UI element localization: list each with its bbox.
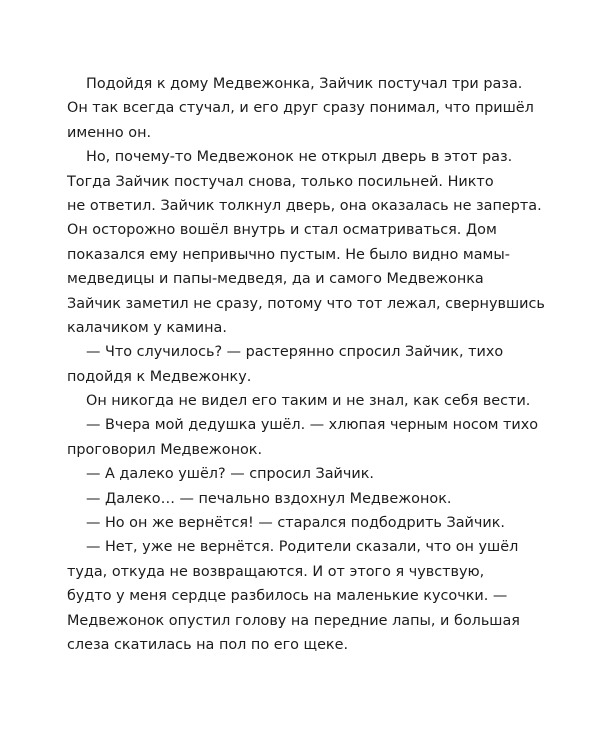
- text-line: именно он.: [67, 124, 152, 141]
- text-line: — Что случилось? — растерянно спросил Зайчик, тихо: [86, 344, 504, 361]
- text-line: калачиком у камина.: [67, 319, 227, 336]
- text-line: Тогда Зайчик постучал снова, только посильней. Никто: [67, 173, 494, 190]
- text-line: — Но он же вернётся! — старался подбодрить Зайчик.: [86, 515, 505, 532]
- text-line: показался ему непривычно пустым. Не было видно мамы-: [67, 246, 510, 263]
- text-line: Медвежонок опустил голову на передние лапы, и большая: [67, 612, 520, 629]
- text-line: Зайчик заметил не сразу, потому что тот лежал, свернувшись: [67, 295, 545, 312]
- text-line: будто у меня сердце разбилось на маленькие кусочки. —: [67, 588, 508, 605]
- text-line: Подойдя к дому Медвежонка, Зайчик постучал три раза.: [86, 76, 523, 92]
- text-line: не ответил. Зайчик толкнул дверь, она оказалась не заперта.: [67, 197, 542, 214]
- text-line: — Нет, уже не вернётся. Родители сказали, что он ушёл: [86, 539, 519, 556]
- text-line: — Вчера мой дедушка ушёл. — хлюпая черным носом тихо: [86, 417, 539, 434]
- text-line: туда, откуда не возвращаются. И от этого я чувствую,: [67, 563, 485, 580]
- text-line: — А далеко ушёл? — спросил Зайчик.: [86, 466, 375, 483]
- story-text: [67, 72, 567, 657]
- text-line: Но, почему-то Медвежонок не открыл дверь в этот раз.: [86, 149, 513, 166]
- text-line: слеза скатилась на пол по его щеке.: [67, 636, 349, 653]
- text-line: проговорил Медвежонок.: [67, 441, 263, 458]
- text-line: Он осторожно вошёл внутрь и стал осматриваться. Дом: [67, 222, 497, 239]
- text-line: Он никогда не видел его таким и не знал, как себя вести.: [86, 393, 531, 410]
- text-line: подойдя к Медвежонку.: [67, 368, 252, 385]
- text-line: Он так всегда стучал, и его друг сразу понимал, что пришёл: [67, 100, 534, 117]
- text-line: медведицы и папы-медведя, да и самого Медвежонка: [67, 271, 484, 288]
- text-line: — Далеко… — печально вздохнул Медвежонок.: [86, 490, 452, 507]
